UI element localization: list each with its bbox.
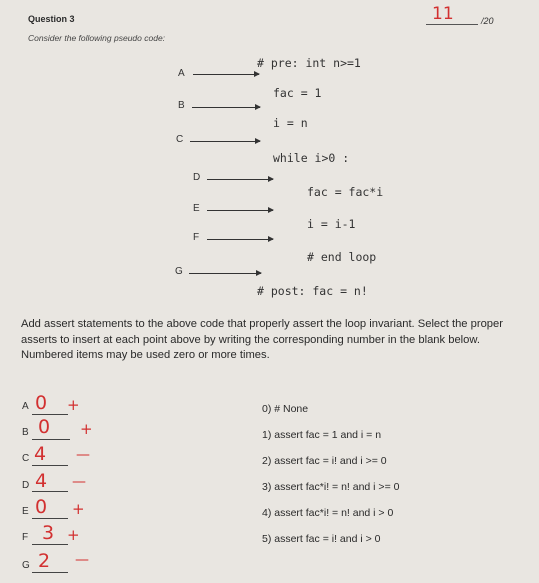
grade-mark: +	[80, 420, 93, 438]
option-1: 1) assert fac = 1 and i = n	[262, 429, 382, 441]
code-line-i-update: i = i-1	[307, 217, 356, 231]
answer-value: 4	[35, 470, 48, 492]
arrow-a-icon	[193, 74, 259, 75]
code-line-while: while i>0 :	[273, 151, 350, 165]
code-line-post: # post: fac = n!	[257, 284, 368, 298]
answer-letter: D	[22, 480, 30, 491]
answer-value: 2	[38, 550, 51, 572]
code-line-fac-update: fac = fac*i	[307, 185, 384, 199]
question-prompt: Consider the following pseudo code:	[28, 33, 166, 43]
marker-a: A	[178, 68, 185, 79]
answer-letter: F	[22, 532, 29, 543]
instructions-paragraph: Add assert statements to the above code that properly assert the loop invariant. Select the proper asserts to insert at each point above by writing the corresponding number in the blank below. Numbered items may be used zero or more times.	[21, 318, 503, 361]
score-handwritten: 11	[432, 4, 454, 24]
grade-mark: +	[72, 500, 85, 518]
marker-c: C	[176, 134, 184, 145]
arrow-b-icon	[192, 107, 260, 108]
score-total: /20	[481, 16, 494, 26]
option-3: 3) assert fac*i! = n! and i >= 0	[262, 481, 400, 493]
answer-value: 0	[38, 416, 51, 438]
marker-b: B	[178, 100, 185, 111]
answer-blank-line	[32, 518, 68, 519]
answer-value: 4	[34, 443, 47, 465]
answer-value: 0	[35, 496, 48, 518]
arrow-g-icon	[189, 273, 261, 274]
answer-letter: A	[22, 401, 29, 412]
answer-blank-line	[32, 439, 70, 440]
arrow-d-icon	[207, 179, 273, 180]
answer-letter: E	[22, 506, 29, 517]
question-title: Question 3	[28, 14, 75, 24]
arrow-e-icon	[207, 210, 273, 211]
marker-f: F	[193, 232, 200, 243]
grade-mark: —	[72, 474, 86, 490]
grade-mark: +	[67, 396, 80, 414]
answer-letter: B	[22, 427, 29, 438]
marker-g: G	[175, 266, 183, 277]
score-underline	[426, 24, 478, 25]
marker-e: E	[193, 203, 200, 214]
option-4: 4) assert fac*i! = n! and i > 0	[262, 507, 394, 519]
answer-blank-line	[32, 544, 68, 545]
answer-letter: G	[22, 560, 30, 571]
arrow-c-icon	[190, 141, 260, 142]
grade-mark: —	[75, 552, 89, 568]
option-2: 2) assert fac = i! and i >= 0	[262, 455, 387, 467]
marker-d: D	[193, 172, 201, 183]
code-line-end-loop: # end loop	[307, 250, 377, 264]
answer-blank-line	[32, 572, 68, 573]
answer-letter: C	[22, 453, 30, 464]
code-line-pre: # pre: int n>=1	[257, 56, 361, 70]
answer-value: 3	[42, 522, 55, 544]
option-5: 5) assert fac = i! and i > 0	[262, 533, 381, 545]
option-0: 0) # None	[262, 403, 309, 415]
grade-mark: —	[76, 447, 90, 463]
code-line-i-init: i = n	[273, 116, 308, 130]
code-line-fac-init: fac = 1	[273, 86, 322, 100]
answer-value: 0	[35, 392, 48, 414]
answer-blank-line	[32, 465, 68, 466]
arrow-f-icon	[207, 239, 273, 240]
grade-mark: +	[67, 526, 80, 544]
answer-blank-line	[32, 414, 68, 415]
